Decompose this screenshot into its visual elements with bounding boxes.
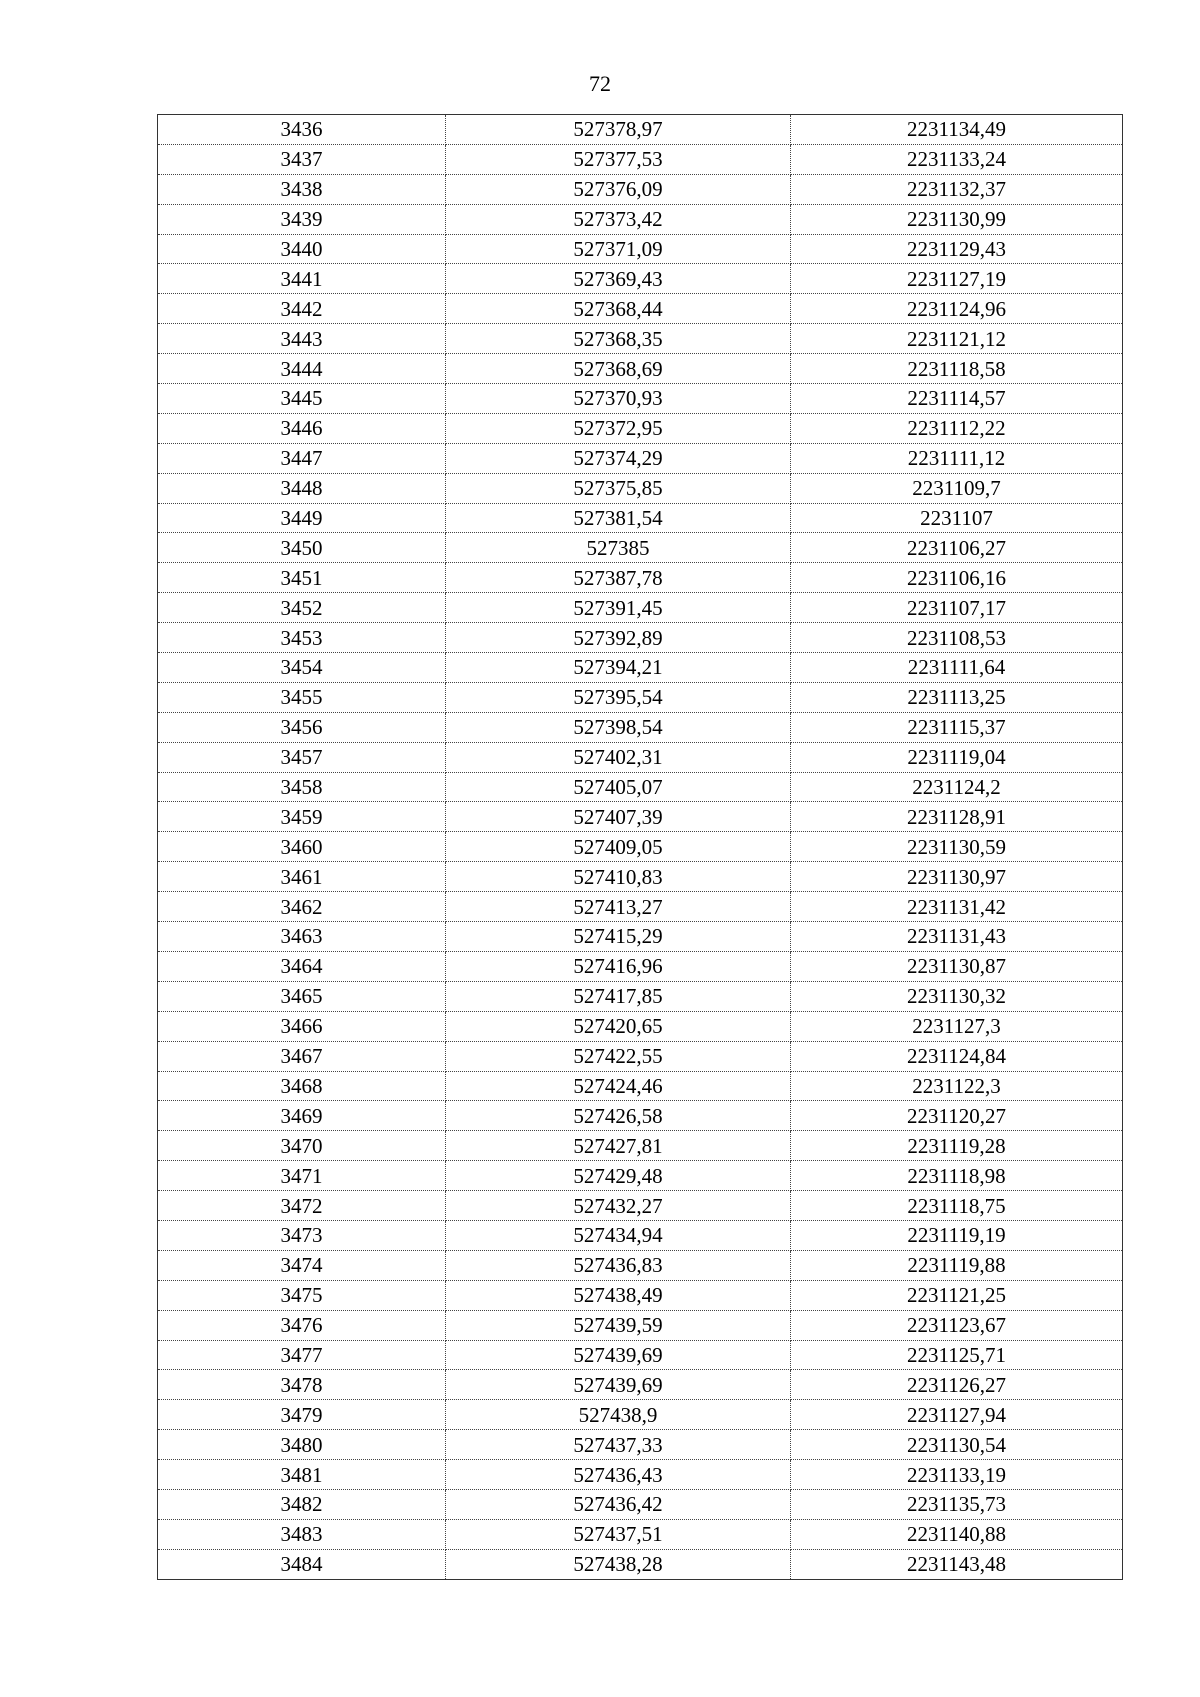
x-coordinate-cell: 527420,65 bbox=[446, 1011, 791, 1041]
y-coordinate-cell: 2231130,59 bbox=[791, 832, 1123, 862]
x-coordinate-cell: 527368,35 bbox=[446, 324, 791, 354]
y-coordinate-cell: 2231112,22 bbox=[791, 413, 1123, 443]
point-number-cell: 3463 bbox=[158, 922, 446, 952]
point-number-cell: 3444 bbox=[158, 354, 446, 384]
y-coordinate-cell: 2231140,88 bbox=[791, 1519, 1123, 1549]
point-number-cell: 3461 bbox=[158, 862, 446, 892]
table-row bbox=[158, 1161, 1123, 1191]
y-coordinate-cell: 2231131,43 bbox=[791, 922, 1123, 952]
table-row bbox=[158, 653, 1123, 683]
y-coordinate-cell: 2231108,53 bbox=[791, 623, 1123, 653]
point-number-cell: 3483 bbox=[158, 1519, 446, 1549]
point-number-cell: 3466 bbox=[158, 1011, 446, 1041]
point-number-cell: 3459 bbox=[158, 802, 446, 832]
y-coordinate-cell: 2231130,99 bbox=[791, 204, 1123, 234]
point-number-cell: 3474 bbox=[158, 1250, 446, 1280]
point-number-cell: 3456 bbox=[158, 712, 446, 742]
table-row bbox=[158, 1101, 1123, 1131]
x-coordinate-cell: 527409,05 bbox=[446, 832, 791, 862]
y-coordinate-cell: 2231118,75 bbox=[791, 1191, 1123, 1221]
y-coordinate-cell: 2231118,98 bbox=[791, 1161, 1123, 1191]
x-coordinate-cell: 527439,69 bbox=[446, 1340, 791, 1370]
x-coordinate-cell: 527374,29 bbox=[446, 443, 791, 473]
point-number-cell: 3479 bbox=[158, 1400, 446, 1430]
table-row bbox=[158, 1071, 1123, 1101]
x-coordinate-cell: 527378,97 bbox=[446, 115, 791, 145]
y-coordinate-cell: 2231130,97 bbox=[791, 862, 1123, 892]
point-number-cell: 3471 bbox=[158, 1161, 446, 1191]
y-coordinate-cell: 2231130,87 bbox=[791, 951, 1123, 981]
y-coordinate-cell: 2231135,73 bbox=[791, 1489, 1123, 1519]
table-row bbox=[158, 1011, 1123, 1041]
x-coordinate-cell: 527373,42 bbox=[446, 204, 791, 234]
y-coordinate-cell: 2231129,43 bbox=[791, 234, 1123, 264]
table-row bbox=[158, 1340, 1123, 1370]
table-row bbox=[158, 862, 1123, 892]
point-number-cell: 3475 bbox=[158, 1280, 446, 1310]
table-row bbox=[158, 115, 1123, 145]
point-number-cell: 3454 bbox=[158, 653, 446, 683]
y-coordinate-cell: 2231111,12 bbox=[791, 443, 1123, 473]
table-row bbox=[158, 174, 1123, 204]
table-row bbox=[158, 264, 1123, 294]
y-coordinate-cell: 2231120,27 bbox=[791, 1101, 1123, 1131]
table-row bbox=[158, 1400, 1123, 1430]
point-number-cell: 3448 bbox=[158, 473, 446, 503]
point-number-cell: 3441 bbox=[158, 264, 446, 294]
y-coordinate-cell: 2231119,88 bbox=[791, 1250, 1123, 1280]
x-coordinate-cell: 527436,83 bbox=[446, 1250, 791, 1280]
x-coordinate-cell: 527439,59 bbox=[446, 1310, 791, 1340]
x-coordinate-cell: 527407,39 bbox=[446, 802, 791, 832]
y-coordinate-cell: 2231119,04 bbox=[791, 742, 1123, 772]
point-number-cell: 3437 bbox=[158, 144, 446, 174]
table-row bbox=[158, 832, 1123, 862]
x-coordinate-cell: 527392,89 bbox=[446, 623, 791, 653]
point-number-cell: 3455 bbox=[158, 682, 446, 712]
x-coordinate-cell: 527413,27 bbox=[446, 892, 791, 922]
y-coordinate-cell: 2231127,94 bbox=[791, 1400, 1123, 1430]
x-coordinate-cell: 527422,55 bbox=[446, 1041, 791, 1071]
y-coordinate-cell: 2231107,17 bbox=[791, 593, 1123, 623]
table-row bbox=[158, 682, 1123, 712]
table-row bbox=[158, 473, 1123, 503]
point-number-cell: 3458 bbox=[158, 772, 446, 802]
point-number-cell: 3464 bbox=[158, 951, 446, 981]
x-coordinate-cell: 527410,83 bbox=[446, 862, 791, 892]
y-coordinate-cell: 2231124,84 bbox=[791, 1041, 1123, 1071]
point-number-cell: 3478 bbox=[158, 1370, 446, 1400]
y-coordinate-cell: 2231127,3 bbox=[791, 1011, 1123, 1041]
table-row bbox=[158, 443, 1123, 473]
x-coordinate-cell: 527369,43 bbox=[446, 264, 791, 294]
x-coordinate-cell: 527439,69 bbox=[446, 1370, 791, 1400]
table-row bbox=[158, 1489, 1123, 1519]
y-coordinate-cell: 2231125,71 bbox=[791, 1340, 1123, 1370]
table-row bbox=[158, 623, 1123, 653]
y-coordinate-cell: 2231109,7 bbox=[791, 473, 1123, 503]
point-number-cell: 3445 bbox=[158, 384, 446, 414]
x-coordinate-cell: 527438,49 bbox=[446, 1280, 791, 1310]
table-row bbox=[158, 1549, 1123, 1579]
table-row bbox=[158, 1460, 1123, 1490]
x-coordinate-cell: 527416,96 bbox=[446, 951, 791, 981]
point-number-cell: 3453 bbox=[158, 623, 446, 653]
table-row bbox=[158, 294, 1123, 324]
x-coordinate-cell: 527385 bbox=[446, 533, 791, 563]
y-coordinate-cell: 2231126,27 bbox=[791, 1370, 1123, 1400]
y-coordinate-cell: 2231132,37 bbox=[791, 174, 1123, 204]
y-coordinate-cell: 2231124,2 bbox=[791, 772, 1123, 802]
x-coordinate-cell: 527377,53 bbox=[446, 144, 791, 174]
x-coordinate-cell: 527424,46 bbox=[446, 1071, 791, 1101]
point-number-cell: 3443 bbox=[158, 324, 446, 354]
table-row bbox=[158, 324, 1123, 354]
point-number-cell: 3449 bbox=[158, 503, 446, 533]
table-row bbox=[158, 1310, 1123, 1340]
y-coordinate-cell: 2231106,16 bbox=[791, 563, 1123, 593]
y-coordinate-cell: 2231107 bbox=[791, 503, 1123, 533]
table-row bbox=[158, 144, 1123, 174]
x-coordinate-cell: 527372,95 bbox=[446, 413, 791, 443]
table-row bbox=[158, 772, 1123, 802]
y-coordinate-cell: 2231111,64 bbox=[791, 653, 1123, 683]
y-coordinate-cell: 2231127,19 bbox=[791, 264, 1123, 294]
x-coordinate-cell: 527375,85 bbox=[446, 473, 791, 503]
y-coordinate-cell: 2231115,37 bbox=[791, 712, 1123, 742]
table-row bbox=[158, 1430, 1123, 1460]
point-number-cell: 3467 bbox=[158, 1041, 446, 1071]
y-coordinate-cell: 2231123,67 bbox=[791, 1310, 1123, 1340]
point-number-cell: 3451 bbox=[158, 563, 446, 593]
x-coordinate-cell: 527370,93 bbox=[446, 384, 791, 414]
point-number-cell: 3469 bbox=[158, 1101, 446, 1131]
point-number-cell: 3477 bbox=[158, 1340, 446, 1370]
x-coordinate-cell: 527432,27 bbox=[446, 1191, 791, 1221]
x-coordinate-cell: 527394,21 bbox=[446, 653, 791, 683]
y-coordinate-cell: 2231133,24 bbox=[791, 144, 1123, 174]
point-number-cell: 3457 bbox=[158, 742, 446, 772]
table-row bbox=[158, 892, 1123, 922]
x-coordinate-cell: 527429,48 bbox=[446, 1161, 791, 1191]
x-coordinate-cell: 527368,44 bbox=[446, 294, 791, 324]
point-number-cell: 3472 bbox=[158, 1191, 446, 1221]
table-row bbox=[158, 413, 1123, 443]
table-row bbox=[158, 1370, 1123, 1400]
x-coordinate-cell: 527387,78 bbox=[446, 563, 791, 593]
table-row bbox=[158, 354, 1123, 384]
y-coordinate-cell: 2231130,32 bbox=[791, 981, 1123, 1011]
table-row bbox=[158, 1280, 1123, 1310]
point-number-cell: 3440 bbox=[158, 234, 446, 264]
table-row bbox=[158, 981, 1123, 1011]
point-number-cell: 3482 bbox=[158, 1489, 446, 1519]
table-row bbox=[158, 1191, 1123, 1221]
y-coordinate-cell: 2231106,27 bbox=[791, 533, 1123, 563]
table-row bbox=[158, 1041, 1123, 1071]
table-row bbox=[158, 563, 1123, 593]
table-row bbox=[158, 951, 1123, 981]
point-number-cell: 3436 bbox=[158, 115, 446, 145]
x-coordinate-cell: 527391,45 bbox=[446, 593, 791, 623]
point-number-cell: 3438 bbox=[158, 174, 446, 204]
table-row bbox=[158, 712, 1123, 742]
y-coordinate-cell: 2231130,54 bbox=[791, 1430, 1123, 1460]
y-coordinate-cell: 2231122,3 bbox=[791, 1071, 1123, 1101]
x-coordinate-cell: 527437,51 bbox=[446, 1519, 791, 1549]
table-row bbox=[158, 1131, 1123, 1161]
y-coordinate-cell: 2231134,49 bbox=[791, 115, 1123, 145]
x-coordinate-cell: 527368,69 bbox=[446, 354, 791, 384]
point-number-cell: 3465 bbox=[158, 981, 446, 1011]
x-coordinate-cell: 527395,54 bbox=[446, 682, 791, 712]
point-number-cell: 3484 bbox=[158, 1549, 446, 1579]
x-coordinate-cell: 527398,54 bbox=[446, 712, 791, 742]
table-row bbox=[158, 1220, 1123, 1250]
x-coordinate-cell: 527381,54 bbox=[446, 503, 791, 533]
x-coordinate-cell: 527405,07 bbox=[446, 772, 791, 802]
page-number: 72 bbox=[589, 71, 611, 96]
x-coordinate-cell: 527417,85 bbox=[446, 981, 791, 1011]
coordinates-table bbox=[157, 114, 1123, 1580]
point-number-cell: 3480 bbox=[158, 1430, 446, 1460]
x-coordinate-cell: 527415,29 bbox=[446, 922, 791, 952]
table-row bbox=[158, 1250, 1123, 1280]
point-number-cell: 3450 bbox=[158, 533, 446, 563]
x-coordinate-cell: 527434,94 bbox=[446, 1220, 791, 1250]
y-coordinate-cell: 2231121,25 bbox=[791, 1280, 1123, 1310]
y-coordinate-cell: 2231143,48 bbox=[791, 1549, 1123, 1579]
table-row bbox=[158, 384, 1123, 414]
y-coordinate-cell: 2231121,12 bbox=[791, 324, 1123, 354]
point-number-cell: 3462 bbox=[158, 892, 446, 922]
y-coordinate-cell: 2231113,25 bbox=[791, 682, 1123, 712]
x-coordinate-cell: 527427,81 bbox=[446, 1131, 791, 1161]
point-number-cell: 3470 bbox=[158, 1131, 446, 1161]
table-row bbox=[158, 922, 1123, 952]
y-coordinate-cell: 2231131,42 bbox=[791, 892, 1123, 922]
y-coordinate-cell: 2231119,28 bbox=[791, 1131, 1123, 1161]
point-number-cell: 3481 bbox=[158, 1460, 446, 1490]
x-coordinate-cell: 527438,9 bbox=[446, 1400, 791, 1430]
table-row bbox=[158, 234, 1123, 264]
x-coordinate-cell: 527436,42 bbox=[446, 1489, 791, 1519]
point-number-cell: 3442 bbox=[158, 294, 446, 324]
x-coordinate-cell: 527426,58 bbox=[446, 1101, 791, 1131]
x-coordinate-cell: 527371,09 bbox=[446, 234, 791, 264]
y-coordinate-cell: 2231133,19 bbox=[791, 1460, 1123, 1490]
point-number-cell: 3476 bbox=[158, 1310, 446, 1340]
table-row bbox=[158, 533, 1123, 563]
point-number-cell: 3452 bbox=[158, 593, 446, 623]
x-coordinate-cell: 527438,28 bbox=[446, 1549, 791, 1579]
y-coordinate-cell: 2231118,58 bbox=[791, 354, 1123, 384]
table-row bbox=[158, 593, 1123, 623]
table-row bbox=[158, 1519, 1123, 1549]
point-number-cell: 3446 bbox=[158, 413, 446, 443]
table-row bbox=[158, 204, 1123, 234]
coordinates-table-body bbox=[158, 115, 1123, 1580]
x-coordinate-cell: 527437,33 bbox=[446, 1430, 791, 1460]
point-number-cell: 3468 bbox=[158, 1071, 446, 1101]
table-row bbox=[158, 802, 1123, 832]
y-coordinate-cell: 2231124,96 bbox=[791, 294, 1123, 324]
point-number-cell: 3447 bbox=[158, 443, 446, 473]
y-coordinate-cell: 2231114,57 bbox=[791, 384, 1123, 414]
y-coordinate-cell: 2231128,91 bbox=[791, 802, 1123, 832]
table-row bbox=[158, 503, 1123, 533]
x-coordinate-cell: 527402,31 bbox=[446, 742, 791, 772]
point-number-cell: 3439 bbox=[158, 204, 446, 234]
point-number-cell: 3460 bbox=[158, 832, 446, 862]
x-coordinate-cell: 527376,09 bbox=[446, 174, 791, 204]
y-coordinate-cell: 2231119,19 bbox=[791, 1220, 1123, 1250]
point-number-cell: 3473 bbox=[158, 1220, 446, 1250]
x-coordinate-cell: 527436,43 bbox=[446, 1460, 791, 1490]
table-row bbox=[158, 742, 1123, 772]
